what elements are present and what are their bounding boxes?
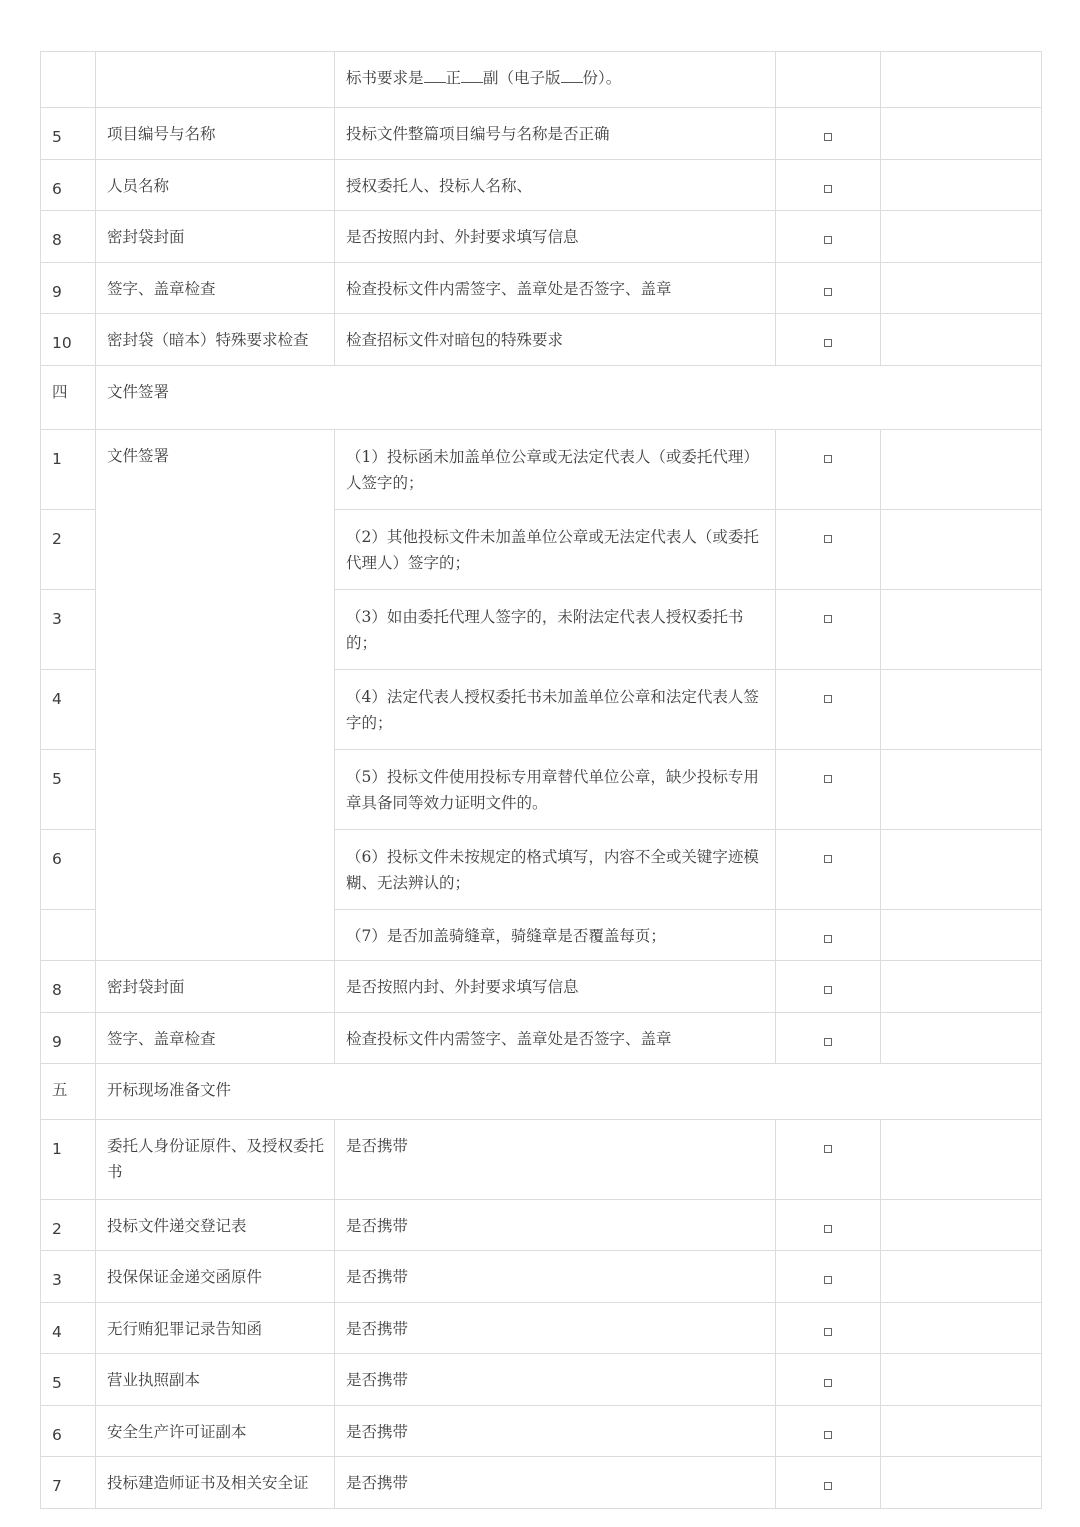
table-row — [41, 1457, 1042, 1509]
row-description: 是否按照内封、外封要求填写信息 — [335, 211, 776, 263]
check-cell — [776, 1303, 881, 1354]
check-cell — [776, 1200, 881, 1251]
row-number: 5 — [41, 750, 96, 830]
table-row — [41, 1200, 1042, 1251]
checkbox[interactable] — [824, 615, 832, 623]
note-cell — [881, 670, 1042, 750]
check-cell — [776, 211, 881, 263]
row-description: （5）投标文件使用投标专用章替代单位公章，缺少投标专用章具备同等效力证明文件的。 — [335, 750, 776, 830]
row-item: 签字、盖章检查 — [96, 1013, 335, 1064]
row-description: 是否按照内封、外封要求填写信息 — [335, 961, 776, 1013]
check-cell — [776, 961, 881, 1013]
row-description: 是否携带 — [335, 1120, 776, 1200]
table-row — [41, 1251, 1042, 1303]
checkbox[interactable] — [824, 339, 832, 347]
note-cell — [881, 263, 1042, 314]
row-description: 检查投标文件内需签字、盖章处是否签字、盖章 — [335, 263, 776, 314]
row-item: 委托人身份证原件、及授权委托书 — [96, 1120, 335, 1200]
table-row — [41, 1120, 1042, 1200]
note-cell — [881, 961, 1042, 1013]
checkbox[interactable] — [824, 133, 832, 141]
table-row — [41, 211, 1042, 263]
check-cell — [776, 108, 881, 160]
row-description: 是否携带 — [335, 1303, 776, 1354]
note-cell — [881, 108, 1042, 160]
row-description: 是否携带 — [335, 1354, 776, 1406]
table-row — [41, 108, 1042, 160]
check-cell — [776, 750, 881, 830]
table-row — [41, 160, 1042, 211]
checkbox[interactable] — [824, 986, 832, 994]
check-cell — [776, 1406, 881, 1457]
row-number: 9 — [41, 1013, 96, 1064]
row-number: 6 — [41, 1406, 96, 1457]
note-cell — [881, 160, 1042, 211]
row-item: 投标文件递交登记表 — [96, 1200, 335, 1251]
row-number: 4 — [41, 670, 96, 750]
check-cell — [776, 314, 881, 366]
note-cell — [881, 52, 1042, 108]
checkbox[interactable] — [824, 1379, 832, 1387]
section-number: 四 — [41, 366, 96, 430]
fill-blank[interactable] — [424, 68, 446, 83]
row-number: 10 — [41, 314, 96, 366]
row-description: 是否携带 — [335, 1251, 776, 1303]
row-description: （7）是否加盖骑缝章，骑缝章是否覆盖每页； — [335, 910, 776, 961]
checkbox[interactable] — [824, 1038, 832, 1046]
check-cell — [776, 510, 881, 590]
row-description: 是否携带 — [335, 1200, 776, 1251]
row-number: 6 — [41, 830, 96, 910]
check-cell — [776, 910, 881, 961]
note-cell — [881, 1406, 1042, 1457]
note-cell — [881, 1303, 1042, 1354]
row-number: 2 — [41, 1200, 96, 1251]
check-cell — [776, 1251, 881, 1303]
row-description: 检查招标文件对暗包的特殊要求 — [335, 314, 776, 366]
checkbox[interactable] — [824, 185, 832, 193]
row-number: 4 — [41, 1303, 96, 1354]
checkbox[interactable] — [824, 1328, 832, 1336]
row-description: 标书要求是 正 副（电子版 份）。 — [335, 52, 776, 108]
note-cell — [881, 910, 1042, 961]
row-description: 投标文件整篇项目编号与名称是否正确 — [335, 108, 776, 160]
row-number: 8 — [41, 961, 96, 1013]
row-item: 无行贿犯罪记录告知函 — [96, 1303, 335, 1354]
table-row — [41, 430, 1042, 510]
checkbox[interactable] — [824, 1225, 832, 1233]
row-item: 投标建造师证书及相关安全证 — [96, 1457, 335, 1509]
check-cell — [776, 52, 881, 108]
note-cell — [881, 1013, 1042, 1064]
checkbox[interactable] — [824, 695, 832, 703]
row-item: 签字、盖章检查 — [96, 263, 335, 314]
check-cell — [776, 430, 881, 510]
check-cell — [776, 830, 881, 910]
row-item: 密封袋封面 — [96, 211, 335, 263]
row-description: （2）其他投标文件未加盖单位公章或无法定代表人（或委托代理人）签字的； — [335, 510, 776, 590]
row-number — [41, 52, 96, 108]
checklist-table — [40, 51, 1042, 1509]
row-description: （4）法定代表人授权委托书未加盖单位公章和法定代表人签字的； — [335, 670, 776, 750]
table-row — [41, 961, 1042, 1013]
table-row — [41, 263, 1042, 314]
row-number: 2 — [41, 510, 96, 590]
check-cell — [776, 160, 881, 211]
row-number: 1 — [41, 430, 96, 510]
checkbox[interactable] — [824, 535, 832, 543]
row-item: 密封袋封面 — [96, 961, 335, 1013]
note-cell — [881, 590, 1042, 670]
table-row — [41, 52, 1042, 108]
row-number: 5 — [41, 1354, 96, 1406]
table-row — [41, 1406, 1042, 1457]
row-number: 1 — [41, 1120, 96, 1200]
fill-blank[interactable] — [461, 68, 483, 83]
note-cell — [881, 1200, 1042, 1251]
fill-blank[interactable] — [561, 68, 583, 83]
row-number: 8 — [41, 211, 96, 263]
row-description: 是否携带 — [335, 1406, 776, 1457]
note-cell — [881, 211, 1042, 263]
row-description: 授权委托人、投标人名称、 — [335, 160, 776, 211]
checkbox[interactable] — [824, 1145, 832, 1153]
row-item: 文件签署 — [96, 430, 335, 961]
check-cell — [776, 1457, 881, 1509]
row-description: （3）如由委托代理人签字的，未附法定代表人授权委托书的； — [335, 590, 776, 670]
note-cell — [881, 830, 1042, 910]
section-number: 五 — [41, 1064, 96, 1120]
checkbox[interactable] — [824, 1276, 832, 1284]
note-cell — [881, 1251, 1042, 1303]
check-cell — [776, 1354, 881, 1406]
row-number: 3 — [41, 1251, 96, 1303]
checkbox[interactable] — [824, 855, 832, 863]
row-item: 项目编号与名称 — [96, 108, 335, 160]
note-cell — [881, 1457, 1042, 1509]
row-number — [41, 910, 96, 961]
section-title: 文件签署 — [96, 366, 1042, 430]
row-number: 5 — [41, 108, 96, 160]
row-item: 密封袋（暗本）特殊要求检查 — [96, 314, 335, 366]
checkbox[interactable] — [824, 1431, 832, 1439]
checkbox[interactable] — [824, 236, 832, 244]
table-row — [41, 1303, 1042, 1354]
check-cell — [776, 590, 881, 670]
row-description: （1）投标函未加盖单位公章或无法定代表人（或委托代理）人签字的； — [335, 430, 776, 510]
section-row — [41, 366, 1042, 430]
check-cell — [776, 1013, 881, 1064]
checkbox[interactable] — [824, 775, 832, 783]
check-cell — [776, 670, 881, 750]
note-cell — [881, 750, 1042, 830]
note-cell — [881, 510, 1042, 590]
row-item — [96, 52, 335, 108]
row-item: 人员名称 — [96, 160, 335, 211]
check-cell — [776, 263, 881, 314]
row-item: 投保保证金递交函原件 — [96, 1251, 335, 1303]
table-row — [41, 1354, 1042, 1406]
checkbox[interactable] — [824, 288, 832, 296]
row-description: 检查投标文件内需签字、盖章处是否签字、盖章 — [335, 1013, 776, 1064]
row-number: 3 — [41, 590, 96, 670]
table-row — [41, 314, 1042, 366]
row-number: 9 — [41, 263, 96, 314]
note-cell — [881, 430, 1042, 510]
checkbox[interactable] — [824, 1482, 832, 1490]
row-number: 6 — [41, 160, 96, 211]
row-item: 安全生产许可证副本 — [96, 1406, 335, 1457]
row-description: 是否携带 — [335, 1457, 776, 1509]
checkbox[interactable] — [824, 455, 832, 463]
note-cell — [881, 1120, 1042, 1200]
section-title: 开标现场准备文件 — [96, 1064, 1042, 1120]
checkbox[interactable] — [824, 935, 832, 943]
table-row — [41, 1013, 1042, 1064]
note-cell — [881, 314, 1042, 366]
row-description: （6）投标文件未按规定的格式填写，内容不全或关键字迹模糊、无法辨认的； — [335, 830, 776, 910]
row-item: 营业执照副本 — [96, 1354, 335, 1406]
section-row — [41, 1064, 1042, 1120]
row-number: 7 — [41, 1457, 96, 1509]
note-cell — [881, 1354, 1042, 1406]
check-cell — [776, 1120, 881, 1200]
